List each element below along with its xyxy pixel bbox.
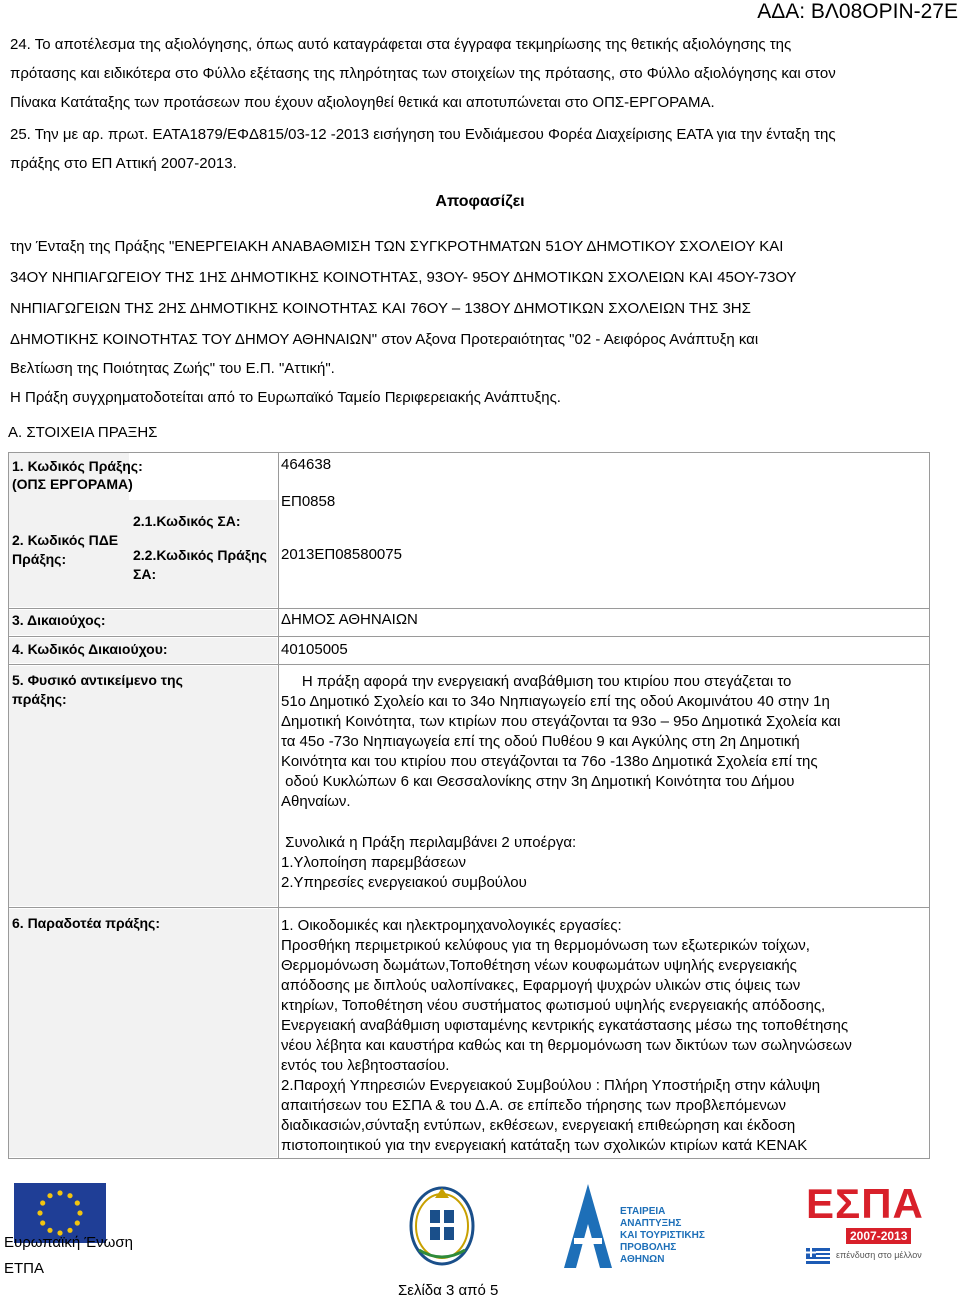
p24-line: Πίνακα Κατάταξης των προτάσεων που έχουν αξιολογηθεί θετικά και αποτυπώνεται στο ΟΠΣ-ΕΡΓΟΡΑΜΑ. xyxy=(10,94,715,111)
label-project-code: 1. Κωδικός Πράξης: xyxy=(12,458,143,474)
espa-sub: επένδυση στο μέλλον xyxy=(836,1250,922,1260)
p25-line: πράξης στο ΕΠ Αττική 2007-2013. xyxy=(10,155,237,172)
object-line: 51ο Δημοτικό Σχολείο και το 34ο Νηπιαγωγείο επί της οδού Ακομινάτου 40 στην 1η xyxy=(281,693,830,710)
object-line: οδού Κυκλώπων 6 και Θεσσαλονίκης στην 3η Δημοτική Κοινότητα του Δήμου xyxy=(281,773,795,790)
espa-logo xyxy=(806,1180,946,1272)
deliverable-line: 2.Παροχή Υπηρεσιών Ενεργειακού Συμβούλου : Πλήρη Υποστήριξη στην κάλυψη xyxy=(281,1077,821,1094)
eu-star xyxy=(40,1200,45,1205)
eu-star xyxy=(47,1228,52,1233)
object-line: τα 45ο -73ο Νηπιαγωγεία επί της οδού Πυθέου 9 και Αγκύλης στη 2η Δημοτική xyxy=(281,733,800,750)
object-line: Δημοτική Κοινότητα, των κτιρίων που στεγάζονται τα 93ο – 95ο Δημοτικά Σχολεία και xyxy=(281,713,841,730)
object-line: Συνολικά η Πράξη περιλαμβάνει 2 υποέργα: xyxy=(281,834,577,851)
decision-line: ΔΗΜΟΤΙΚΗΣ ΚΟΙΝΟΤΗΤΑΣ ΤΟΥ ΔΗΜΟΥ ΑΘΗΝΑΙΩΝ" στον Αξονα Προτεραιότητας "02 - Αειφόρος Ανάπτυξη και xyxy=(10,331,759,348)
eu-star xyxy=(47,1193,52,1198)
eu-star xyxy=(67,1193,72,1198)
athens-logo-icon xyxy=(560,1180,616,1272)
eu-star xyxy=(77,1210,82,1215)
value-project-code: 464638 xyxy=(281,456,332,473)
object-line: 1.Υλοποίηση παρεμβάσεων xyxy=(281,854,466,871)
label-pde-code: 2. Κωδικός ΠΔΕ xyxy=(12,532,119,548)
label-pde-code-sub: Πράξης: xyxy=(12,551,67,567)
value-beneficiary: ΔΗΜΟΣ ΑΘΗΝΑΙΩΝ xyxy=(281,611,418,628)
label-physical-object-sub: πράξης: xyxy=(12,691,67,707)
deliverable-line: 1. Οικοδομικές και ηλεκτρομηχανολογικές εργασίες: xyxy=(281,917,622,934)
decision-line: Η Πράξη συγχρηματοδοτείται από το Ευρωπαϊκό Ταμείο Περιφερειακής Ανάπτυξης. xyxy=(10,389,561,406)
p25-line: 25. Την με αρ. πρωτ. ΕΑΤΑ1879/ΕΦΔ815/03-12 -2013 εισήγηση του Ενδιάμεσου Φορέα Διαχείρισης ΕΑΤΑ για την ένταξη της xyxy=(10,126,836,143)
ada-code: ΑΔΑ: ΒΛ08ΟΡΙΝ-27Ε xyxy=(757,0,958,23)
deliverable-line: Θερμομόνωση δωμάτων,Τοποθέτηση νέων κουφωμάτων υψηλής ενεργειακής xyxy=(281,957,797,974)
fund-label: ΕΤΠΑ xyxy=(4,1260,45,1277)
object-line: Αθηναίων. xyxy=(281,793,351,810)
label-sa-project-code: 2.2.Κωδικός Πράξης xyxy=(133,547,267,563)
eu-star xyxy=(75,1220,80,1225)
deliverable-line: πιστοποιητικού για την ενεργειακή κατάταξη των σχολικών κτιρίων κατά ΚΕΝΑΚ xyxy=(281,1137,808,1154)
label-project-code-sub: (ΟΠΣ ΕΡΓΟΡΑΜΑ) xyxy=(12,476,133,492)
espa-years: 2007-2013 xyxy=(846,1228,911,1244)
label-sa-project-code-sub: ΣΑ: xyxy=(133,566,157,582)
label-beneficiary: 3. Δικαιούχος: xyxy=(12,612,106,628)
eu-star xyxy=(75,1200,80,1205)
p24-line: πρότασης και ειδικότερα στο Φύλλο εξέτασης της πληρότητας των στοιχείων της πρότασης, στο Φύλλο αξιολόγησης και στον xyxy=(10,65,836,82)
object-line: 2.Υπηρεσίες ενεργειακού συμβούλου xyxy=(281,874,527,891)
value-beneficiary-code: 40105005 xyxy=(281,641,348,658)
decision-line: Βελτίωση της Ποιότητας Ζωής" του Ε.Π. "Αττική". xyxy=(10,360,335,377)
value-sa-code: ΕΠ0858 xyxy=(281,493,336,510)
eu-star xyxy=(57,1190,62,1195)
label-beneficiary-code: 4. Κωδικός Δικαιούχου: xyxy=(12,641,168,657)
deliverable-line: Ενεργειακή αναβάθμιση υφισταμένης κεντρικής εγκατάστασης μέσω της τοποθέτησης xyxy=(281,1017,849,1034)
athens-logo-text: ΕΤΑΙΡΕΙΑ ΑΝΑΠΤΥΞΗΣ ΚΑΙ ΤΟΥΡΙΣΤΙΚΗΣ ΠΡΟΒΟΛΗΣ ΑΘΗΝΩΝ xyxy=(620,1206,705,1265)
eu-star xyxy=(67,1228,72,1233)
deliverable-line: διαδικασιών,σύνταξη εντύπων, εκθέσεων, ενεργειακή επιθεώρηση και έκδοση xyxy=(281,1117,796,1134)
label-deliverables: 6. Παραδοτέα πράξης: xyxy=(12,915,160,931)
deliverable-line: απόδοσης με διπλούς υαλοπίνακες, Εφαρμογή ψυχρών υλικών στις όψεις των xyxy=(281,977,801,994)
object-line: Κοινότητα και του κτιρίου που στεγάζονται τα 76ο -138ο Δημοτικά Σχολεία επί της xyxy=(281,753,818,770)
decides-heading: Αποφασίζει xyxy=(435,193,525,210)
value-sa-project-code: 2013ΕΠ08580075 xyxy=(281,546,402,563)
greek-flag-icon xyxy=(806,1248,830,1264)
deliverable-line: εντός του λεβητοστασίου. xyxy=(281,1057,450,1074)
decision-line: την Ένταξη της Πράξης "ΕΝΕΡΓΕΙΑΚΗ ΑΝΑΒΑΘΜΙΣΗ ΤΩΝ ΣΥΓΚΡΟΤΗΜΑΤΩΝ 51ΟΥ ΔΗΜΟΤΙΚΟΥ ΣΧΟΛΕΙΟΥ ΚΑΙ xyxy=(10,238,784,255)
eu-star xyxy=(40,1220,45,1225)
eu-label: Ευρωπαϊκή Ένωση xyxy=(4,1234,133,1251)
deliverable-line: απαιτήσεων του ΕΣΠΑ & του Δ.Α. σε επίπεδο τήρησης των προβλεπόμενων xyxy=(281,1097,786,1114)
p24-line: 24. Το αποτέλεσμα της αξιολόγησης, όπως αυτό καταγράφεται στα έγγραφα τεκμηρίωσης της θετικής αξιολόγησης της xyxy=(10,36,792,53)
decision-line: 34ΟΥ ΝΗΠΙΑΓΩΓΕΙΟΥ ΤΗΣ 1ΗΣ ΔΗΜΟΤΙΚΗΣ ΚΟΙΝΟΤΗΤΑΣ, 93ΟΥ- 95ΟΥ ΔΗΜΟΤΙΚΩΝ ΣΧΟΛΕΙΩΝ ΚΑΙ 45ΟΥ-73ΟΥ xyxy=(10,269,797,286)
greek-emblem-icon xyxy=(405,1180,479,1268)
section-title: Α. ΣΤΟΙΧΕΙΑ ΠΡΑΞΗΣ xyxy=(8,424,158,441)
espa-logo-text: ΕΣΠΑ xyxy=(806,1180,924,1227)
deliverable-line: νέου λέβητα και καυστήρα καθώς και τη θερμομόνωση των δικτύων των σωληνώσεων xyxy=(281,1037,852,1054)
page-number: Σελίδα 3 από 5 xyxy=(398,1282,499,1299)
decision-line: ΝΗΠΙΑΓΩΓΕΙΩΝ ΤΗΣ 2ΗΣ ΔΗΜΟΤΙΚΗΣ ΚΟΙΝΟΤΗΤΑΣ ΚΑΙ 76ΟΥ – 138ΟΥ ΔΗΜΟΤΙΚΩΝ ΣΧΟΛΕΙΩΝ ΤΗΣ 3ΗΣ xyxy=(10,300,751,317)
label-physical-object: 5. Φυσικό αντικείμενο της xyxy=(12,672,183,688)
label-sa-code: 2.1.Κωδικός ΣΑ: xyxy=(133,513,241,529)
deliverable-line: κτηρίων, Τοποθέτηση νέου συστήματος φωτισμού υψηλής ενεργειακής απόδοσης, xyxy=(281,997,826,1014)
eu-star xyxy=(37,1210,42,1215)
deliverable-line: Προσθήκη περιμετρικού κελύφους για τη θερμομόνωση των εξωτερικών τοίχων, xyxy=(281,937,810,954)
object-line: Η πράξη αφορά την ενεργειακή αναβάθμιση του κτιρίου που στεγάζεται το xyxy=(281,673,792,690)
